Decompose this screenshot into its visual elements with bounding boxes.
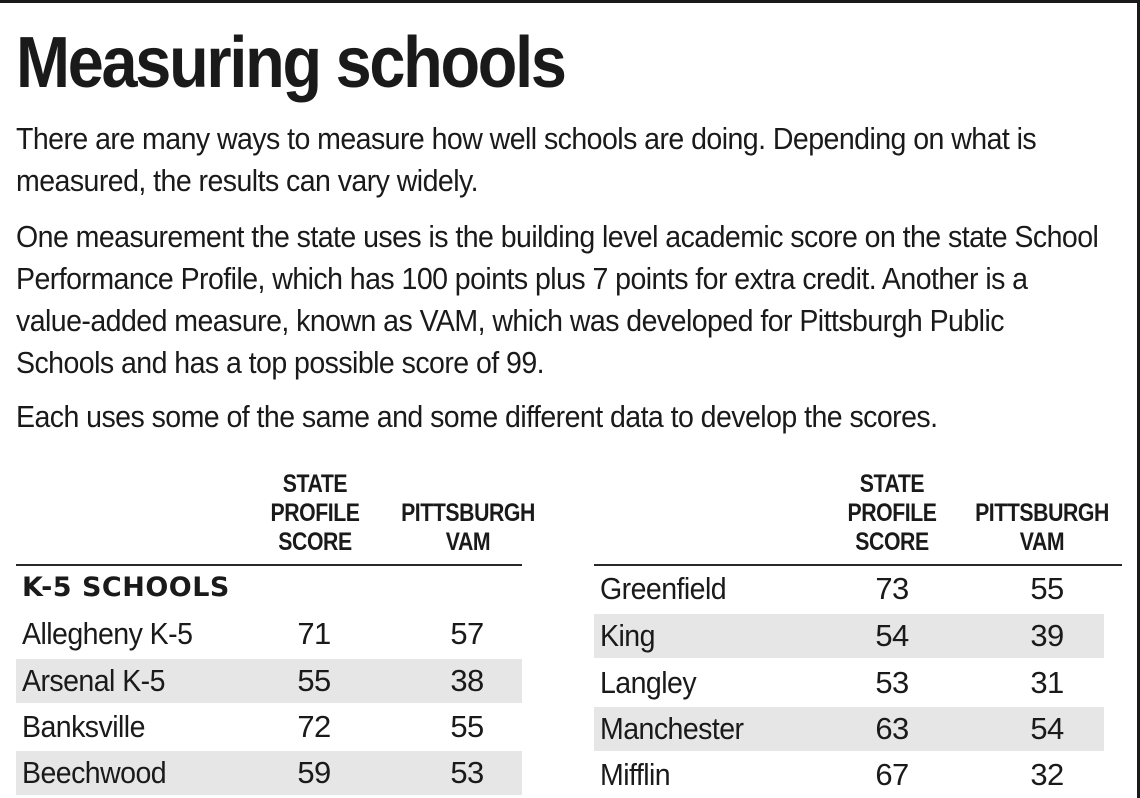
left-vam-header-line2: VAM xyxy=(445,528,491,556)
page-title: Measuring schools xyxy=(16,23,565,103)
state-score: 72 xyxy=(297,709,331,744)
right-header-rule xyxy=(594,564,1122,566)
school-name: Allegheny K-5 xyxy=(22,616,193,651)
state-score: 55 xyxy=(297,663,331,698)
table-row xyxy=(16,705,522,749)
school-name: Langley xyxy=(600,665,697,700)
vam-score: 31 xyxy=(1030,665,1064,700)
school-name: King xyxy=(600,618,655,653)
state-score: 59 xyxy=(297,755,331,790)
table-row xyxy=(16,612,522,656)
right-state-header-line1: STATE xyxy=(859,470,925,498)
right-vam-header-line2: VAM xyxy=(1019,528,1065,556)
school-name: Banksville xyxy=(22,709,145,744)
section-label-k5: K-5 SCHOOLS xyxy=(22,572,230,603)
vam-score: 57 xyxy=(450,616,484,651)
state-score: 54 xyxy=(875,618,909,653)
vam-score: 55 xyxy=(450,709,484,744)
table-row xyxy=(594,567,1104,611)
vam-score: 32 xyxy=(1030,757,1064,792)
right-state-header-line2: PROFILE xyxy=(847,499,937,527)
table-row xyxy=(16,751,522,795)
school-name: Mifflin xyxy=(600,757,671,792)
vam-score: 39 xyxy=(1030,618,1064,653)
intro-paragraph-1: There are many ways to measure how well schools are doing. Depending on what is measured, the results can vary widely. xyxy=(16,121,1037,198)
left-state-header-line3: SCORE xyxy=(278,528,352,556)
left-state-header xyxy=(264,470,366,557)
right-state-header xyxy=(841,470,943,557)
vam-score: 53 xyxy=(450,755,484,790)
intro-paragraph-3: Each uses some of the same and some different data to develop the scores. xyxy=(16,399,938,434)
table-row xyxy=(594,661,1104,705)
state-score: 53 xyxy=(875,665,909,700)
left-state-header-line2: PROFILE xyxy=(270,499,360,527)
left-header-rule xyxy=(16,564,522,566)
table-row xyxy=(594,614,1104,658)
state-score: 67 xyxy=(875,757,909,792)
right-state-header-line3: SCORE xyxy=(855,528,929,556)
state-score: 73 xyxy=(875,571,909,606)
vam-score: 55 xyxy=(1030,571,1064,606)
left-state-header-line1: STATE xyxy=(282,470,348,498)
table-row xyxy=(16,659,522,703)
school-name: Manchester xyxy=(600,711,744,746)
right-vam-header xyxy=(974,499,1110,557)
vam-score: 38 xyxy=(450,663,484,698)
right-vam-header-line1: PITTSBURGH xyxy=(975,499,1109,527)
school-name: Beechwood xyxy=(22,755,167,790)
top-border xyxy=(0,0,1140,3)
school-name: Arsenal K-5 xyxy=(22,663,165,698)
state-score: 71 xyxy=(297,616,331,651)
left-vam-header-line1: PITTSBURGH xyxy=(401,499,535,527)
table-row xyxy=(594,707,1104,751)
intro-paragraph-2: One measurement the state uses is the building level academic score on the state School Performance Profile, which has 100 points plus 7 points for extra credit. Another is a value-added measure, known as VAM, which was developed for Pittsburgh Public Schools and has a top possible score of 99. xyxy=(16,219,1099,380)
school-name: Greenfield xyxy=(600,571,727,606)
vam-score: 54 xyxy=(1030,711,1064,746)
state-score: 63 xyxy=(875,711,909,746)
table-row xyxy=(594,753,1104,797)
left-vam-header xyxy=(400,499,536,557)
